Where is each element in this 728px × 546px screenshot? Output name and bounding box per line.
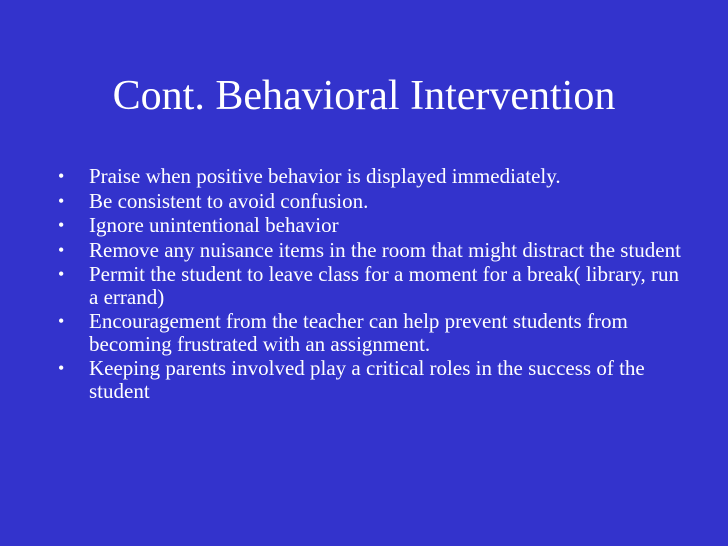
bullet-dot-icon: • (58, 190, 65, 211)
bullet-item (58, 357, 688, 402)
bullet-dot-icon: • (58, 166, 65, 186)
bullet-item (58, 263, 688, 308)
bullet-text: Be consistent to avoid confusion. (89, 188, 369, 213)
bullet-text: Ignore unintentional behavior (89, 213, 339, 237)
bullet-text: Remove any nuisance items in the room that might distract the student (89, 237, 681, 262)
bullet-list (58, 165, 688, 404)
bullet-text: Encouragement from the teacher can help prevent students from becoming frustrated with an assignment. (89, 309, 628, 356)
bullet-item (58, 165, 688, 188)
bullet-dot-icon: • (58, 358, 65, 378)
bullet-dot-icon: • (58, 311, 65, 331)
bullet-item (58, 239, 688, 262)
bullet-text: Keeping parents involved play a critical roles in the success of the student (89, 356, 645, 403)
bullet-dot-icon: • (58, 264, 65, 284)
bullet-text: Permit the student to leave class for a moment for a break( library, run a errand) (89, 262, 679, 309)
bullet-text: Praise when positive behavior is displayed immediately. (89, 164, 561, 188)
bullet-item (58, 214, 688, 237)
slide-title: Cont. Behavioral Intervention (112, 73, 616, 119)
bullet-item (58, 310, 688, 355)
bullet-dot-icon: • (58, 239, 65, 260)
bullet-dot-icon: • (58, 215, 65, 235)
bullet-item (58, 190, 688, 213)
